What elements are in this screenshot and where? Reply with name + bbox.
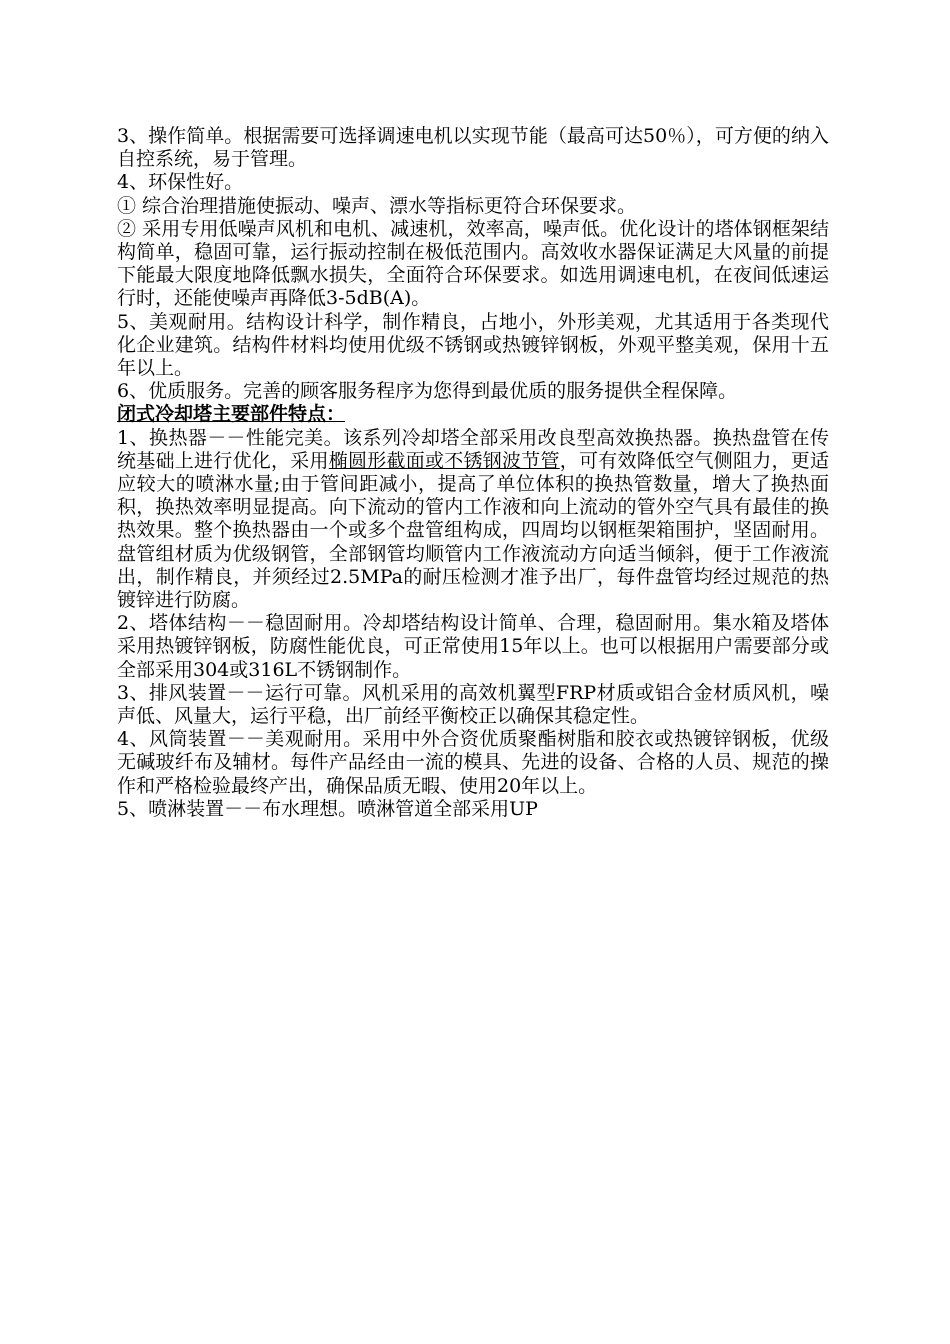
paragraph-spray-unit: 5、喷淋装置－－布水理想。喷淋管道全部采用UP bbox=[117, 797, 538, 820]
paragraph-appearance: 5、美观耐用。结构设计科学，制作精良，占地小，外形美观，尤其适用于各类现代化企业建筑。结构件材料均使用优级不锈钢或热镀锌钢板，外观平整美观，保用十五年以上。 bbox=[117, 310, 829, 380]
paragraph-air-duct: 4、风筒装置－－美观耐用。采用中外合资优质聚酯树脂和胶衣或热镀锌钢板，优级无碱玻纤布及辅材。每件产品经由一流的模具、先进的设备、合格的人员、规范的操作和严格检验最终产出，确保品质无暇、使用20年以上。 bbox=[117, 728, 829, 797]
paragraph-eco-item-2: ② 采用专用低噪声风机和电机、减速机，效率高，噪声低。优化设计的塔体钢框架结构简单，稳固可靠，运行振动控制在极低范围内。高效收水器保证满足大风量的前提下能最大限度地降低飘水损失，全面符合环保要求。如选用调速电机，在夜间低速运行时，还能使噪声再降低3-5dB(A)。 bbox=[117, 217, 829, 310]
paragraph-operation: 3、操作简单。根据需要可选择调速电机以实现节能（最高可达50％），可方便的纳入自控系统，易于管理。 bbox=[117, 125, 829, 171]
paragraph-eco-heading: 4、环保性好。 bbox=[117, 171, 244, 194]
paragraph-eco-item-1: ① 综合治理措施使振动、噪声、漂水等指标更符合环保要求。 bbox=[117, 194, 637, 217]
paragraph-tower-structure: 2、塔体结构－－稳固耐用。冷却塔结构设计简单、合理，稳固耐用。集水箱及塔体采用热镀锌钢板，防腐性能优良，可正常使用15年以上。也可以根据用户需要部分或全部采用304或316L不锈钢制作。 bbox=[117, 612, 829, 681]
paragraph-exhaust-unit: 3、排风装置－－运行可靠。风机采用的高效机翼型FRP材质或铝合金材质风机，噪声低、风量大，运行平稳，出厂前经平衡校正以确保其稳定性。 bbox=[117, 681, 829, 728]
section-heading: 闭式冷却塔主要部件特点： bbox=[117, 403, 346, 426]
exchanger-text-after: ，可有效降低空气侧阻力，更适应较大的喷淋水量;由于管间距减小，提高了单位体积的换热管数量，增大了换热面积，换热效率明显提高。向下流动的管内工作液和向上流动的管外空气具有最佳的换热效果。整个换热器由一个或多个盘管组构成，四周均以钢框架箱围护，坚固耐用。盘管组材质为优级钢管，全部钢管均顺管内工作液流动方向适当倾斜，便于工作液流出，制作精良，并须经过2.5MPa的耐压检测才准予出厂，每件盘管均经过规范的热镀锌进行防腐。 bbox=[117, 449, 829, 612]
paragraph-service: 6、优质服务。完善的顾客服务程序为您得到最优质的服务提供全程保障。 bbox=[117, 380, 738, 403]
document-body bbox=[117, 125, 829, 821]
paragraph-heat-exchanger bbox=[117, 427, 829, 613]
exchanger-underlined-text: 椭圆形截面或不锈钢波节管 bbox=[328, 449, 560, 472]
exchanger-text-before: 1、换热器－－性能完美。该系列冷却塔全部采用改良型高效换热器。换热盘管在传统基础上进行优化，采用 bbox=[117, 426, 829, 472]
